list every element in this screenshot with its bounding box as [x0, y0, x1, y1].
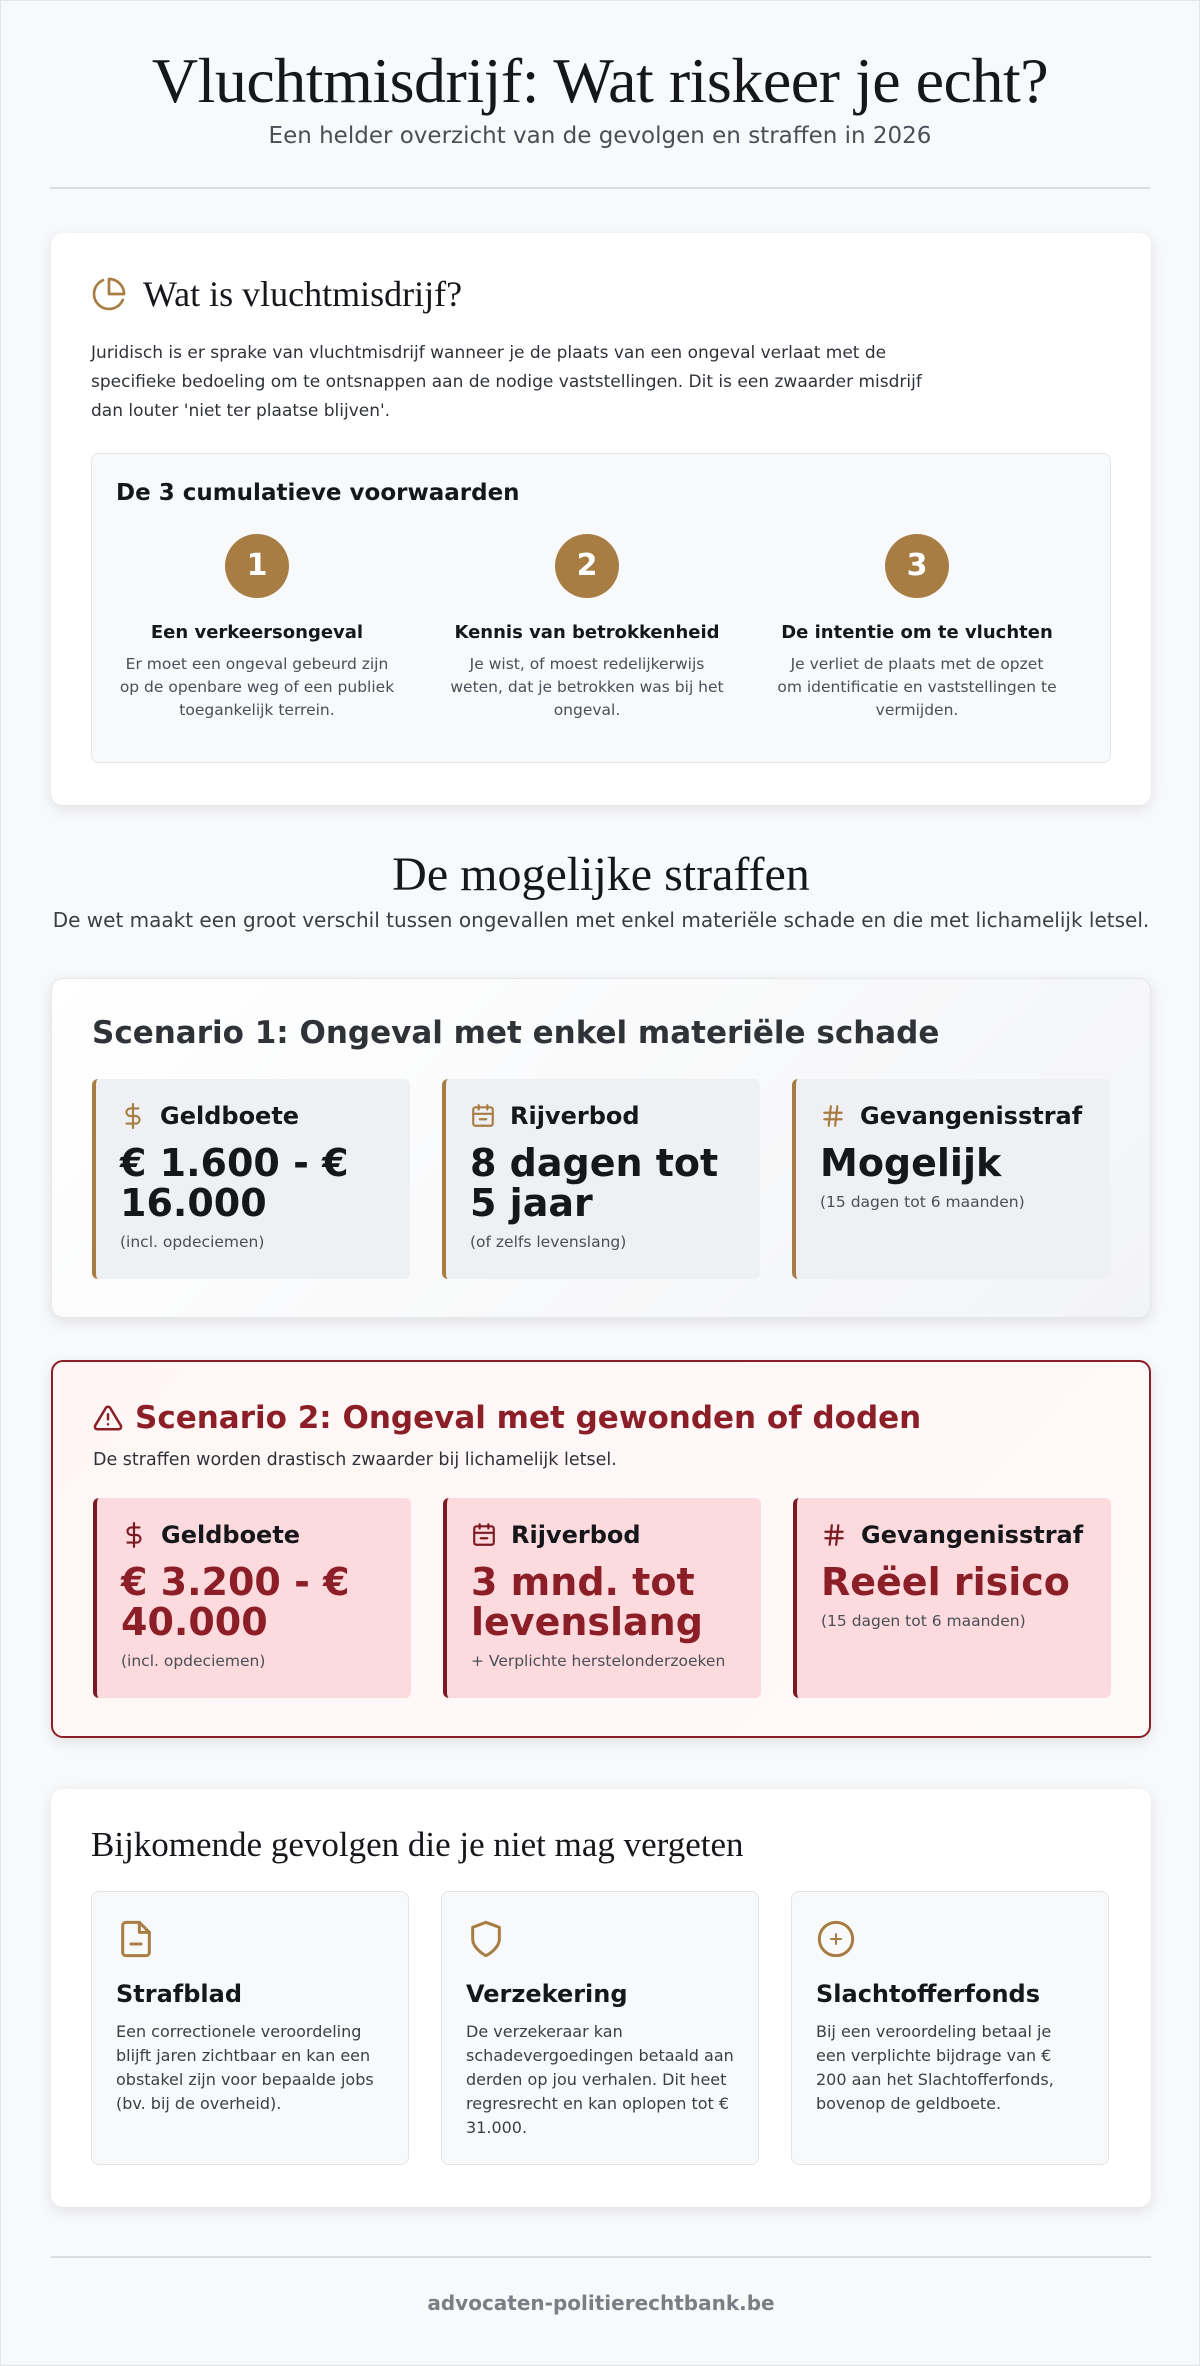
tile-note: (of zelfs levenslang) [470, 1233, 627, 1251]
tile-label: Gevangenisstraf [861, 1521, 1084, 1549]
footer-divider [51, 2256, 1151, 2258]
driving-ban-tile [442, 1079, 760, 1279]
scenario1-card [51, 978, 1151, 1318]
tile-value: Reëel risico [821, 1560, 1070, 1604]
condition-title: Een verkeersongeval [150, 622, 364, 643]
penalties-heading [1, 847, 1200, 932]
hash-icon [821, 1520, 847, 1550]
conditions-box [91, 453, 1111, 763]
criminal-record-item [91, 1891, 409, 2165]
tile-value: 3 mnd. tot levenslang [471, 1560, 703, 1644]
page-title: Vluchtmisdrijf: Wat riskeer je echt? [151, 45, 1049, 116]
fine-tile [92, 1079, 410, 1279]
pie-chart-icon [91, 276, 127, 312]
item-desc: De verzekeraar kan schadevergoedingen betaald aan derden op jou verhalen. Dit heet regresrecht en kan oplopen tot € 31.000. [466, 2022, 734, 2137]
prison-tile [793, 1498, 1111, 1698]
definition-title: Wat is vluchtmisdrijf? [143, 274, 463, 314]
condition-title: Kennis van betrokkenheid [454, 622, 720, 643]
condition-number: 3 [885, 534, 949, 598]
calendar-icon [471, 1520, 497, 1550]
condition-desc: Je wist, of moest redelijkerwijs weten, dat je betrokken was bij het ongeval. [450, 655, 724, 719]
definition-card [51, 233, 1151, 805]
scenario2-subtitle: De straffen worden drastisch zwaarder bij lichamelijk letsel. [93, 1450, 617, 1470]
tile-label: Rijverbod [510, 1102, 640, 1130]
condition-item [92, 534, 422, 722]
dollar-icon [120, 1101, 146, 1131]
tile-label: Geldboete [160, 1102, 300, 1130]
tile-value: € 1.600 - € 16.000 [120, 1141, 349, 1225]
fine-tile [93, 1498, 411, 1698]
dollar-icon [121, 1520, 147, 1550]
condition-item [422, 534, 752, 722]
conditions-title: De 3 cumulatieve voorwaarden [116, 480, 520, 506]
condition-number: 1 [225, 534, 289, 598]
condition-desc: Je verliet de plaats met de opzet om identificatie en vaststellingen te vermijden. [777, 655, 1057, 719]
scenario2-title: Scenario 2: Ongeval met gewonden of doden [135, 1400, 922, 1436]
tile-note: (incl. opdeciemen) [120, 1233, 265, 1251]
item-desc: Een correctionele veroordeling blijft jaren zichtbaar en kan een obstakel zijn voor bepaalde jobs (bv. bij de overheid). [116, 2022, 374, 2113]
tile-note: (15 dagen tot 6 maanden) [821, 1612, 1026, 1630]
condition-item [752, 534, 1082, 722]
driving-ban-tile [443, 1498, 761, 1698]
scenario1-title: Scenario 1: Ongeval met enkel materiële schade [92, 1015, 940, 1051]
item-title: Verzekering [466, 1980, 628, 2008]
page-header [1, 1, 1199, 189]
warning-icon [93, 1403, 123, 1433]
file-minus-icon [116, 1916, 156, 1962]
insurance-item [441, 1891, 759, 2165]
plus-circle-icon [816, 1916, 856, 1962]
footer-link[interactable]: advocaten-politierechtbank.be [427, 2291, 775, 2315]
definition-intro: Juridisch is er sprake van vluchtmisdrijf wanneer je de plaats van een ongeval verlaat met de specifieke bedoeling om te ontsnappen aan de nodige vaststellingen. Dit is een zwaarder misdrijf dan louter 'niet ter plaatse blijven'. [91, 343, 922, 421]
page-subtitle: Een helder overzicht van de gevolgen en straffen in 2026 [268, 123, 932, 149]
prison-tile [792, 1079, 1110, 1279]
calendar-icon [470, 1101, 496, 1131]
extra-card [51, 1789, 1151, 2207]
item-title: Strafblad [116, 1980, 243, 2008]
penalties-subtitle: De wet maakt een groot verschil tussen ongevallen met enkel materiële schade en die met lichamelijk letsel. [52, 908, 1150, 932]
victim-fund-item [791, 1891, 1109, 2165]
tile-label: Gevangenisstraf [860, 1102, 1083, 1130]
tile-label: Rijverbod [511, 1521, 641, 1549]
tile-note: (15 dagen tot 6 maanden) [820, 1193, 1025, 1211]
condition-desc: Er moet een ongeval gebeurd zijn op de openbare weg of een publiek toegankelijk terrein. [119, 655, 395, 719]
extra-title: Bijkomende gevolgen die je niet mag vergeten [91, 1825, 744, 1864]
tile-value: € 3.200 - € 40.000 [121, 1560, 350, 1644]
header-divider [50, 187, 1150, 189]
condition-title: De intentie om te vluchten [781, 622, 1053, 643]
scenario2-card [51, 1360, 1151, 1738]
condition-number: 2 [555, 534, 619, 598]
tile-note: + Verplichte herstelonderzoeken [471, 1652, 726, 1670]
tile-note: (incl. opdeciemen) [121, 1652, 266, 1670]
tile-value: Mogelijk [820, 1141, 1002, 1185]
tile-label: Geldboete [161, 1521, 301, 1549]
item-desc: Bij een veroordeling betaal je een verplichte bijdrage van € 200 aan het Slachtofferfonds, bovenop de geldboete. [816, 2022, 1054, 2113]
hash-icon [820, 1101, 846, 1131]
item-title: Slachtofferfonds [816, 1980, 1041, 2008]
penalties-title: De mogelijke straffen [392, 848, 810, 901]
tile-value: 8 dagen tot 5 jaar [470, 1141, 719, 1225]
shield-icon [466, 1916, 506, 1962]
